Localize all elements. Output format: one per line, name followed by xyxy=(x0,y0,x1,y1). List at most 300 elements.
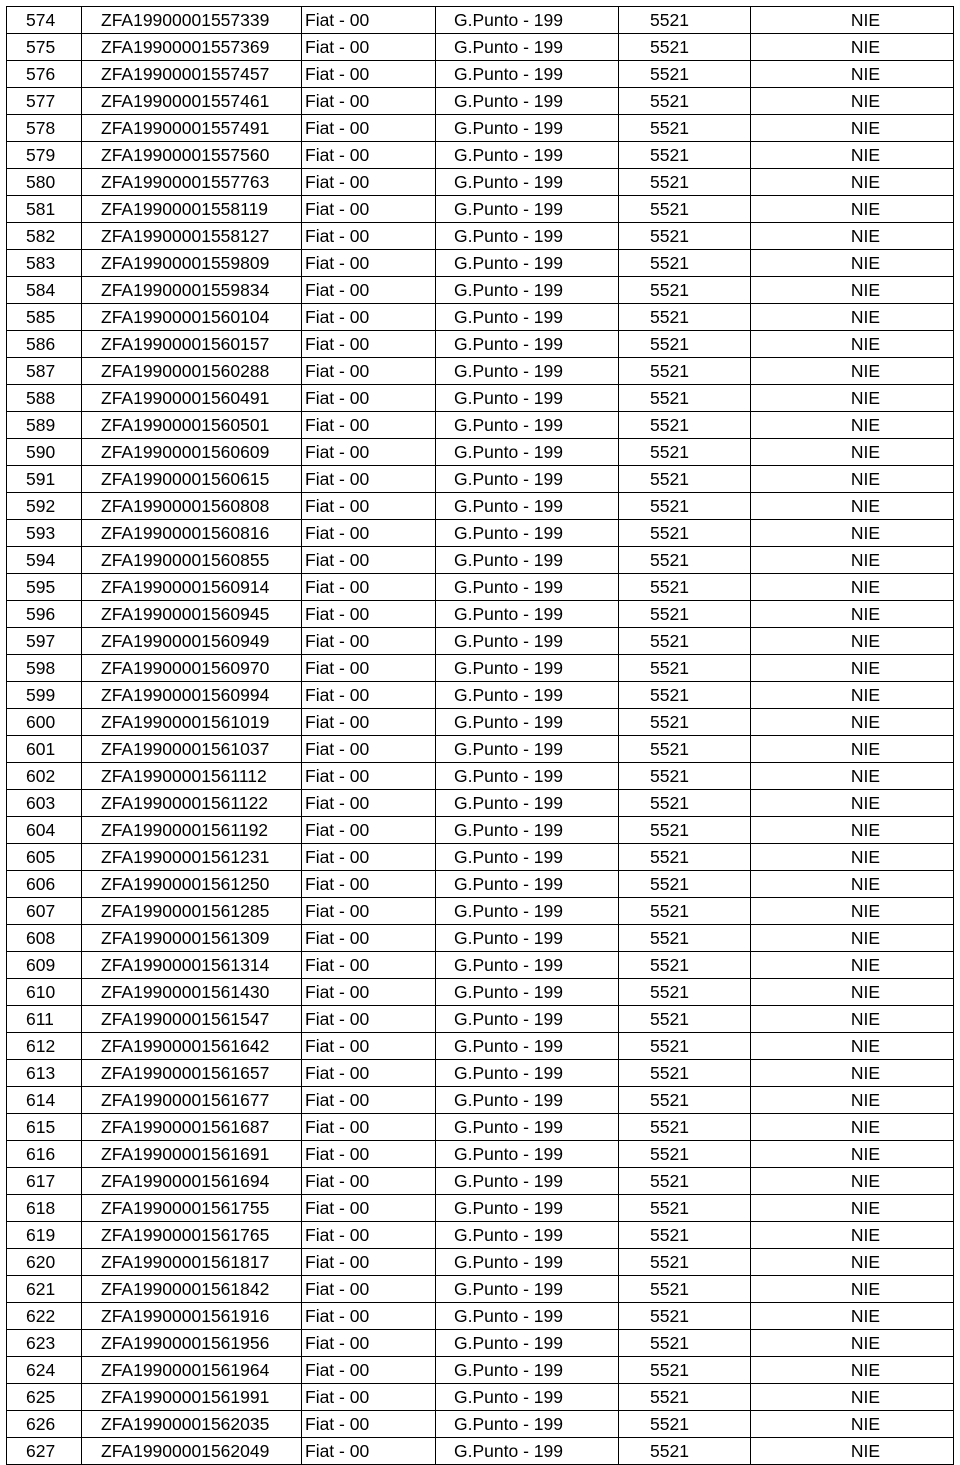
brand-cell: Fiat - 00 xyxy=(302,1114,436,1141)
code-cell: 5521 xyxy=(619,763,751,790)
brand-cell: Fiat - 00 xyxy=(302,1249,436,1276)
row-number-cell: 607 xyxy=(7,898,82,925)
flag-cell: NIE xyxy=(751,1222,954,1249)
flag-cell: NIE xyxy=(751,1195,954,1222)
vin-cell: ZFA19900001561250 xyxy=(82,871,302,898)
row-number-cell: 587 xyxy=(7,358,82,385)
code-cell: 5521 xyxy=(619,925,751,952)
model-cell: G.Punto - 199 xyxy=(436,1141,619,1168)
code-cell: 5521 xyxy=(619,1438,751,1465)
model-cell: G.Punto - 199 xyxy=(436,547,619,574)
brand-cell: Fiat - 00 xyxy=(302,115,436,142)
brand-cell: Fiat - 00 xyxy=(302,142,436,169)
table-row xyxy=(7,1357,954,1384)
brand-cell: Fiat - 00 xyxy=(302,844,436,871)
vin-cell: ZFA19900001560994 xyxy=(82,682,302,709)
code-cell: 5521 xyxy=(619,844,751,871)
flag-cell: NIE xyxy=(751,1087,954,1114)
table-row xyxy=(7,115,954,142)
brand-cell: Fiat - 00 xyxy=(302,898,436,925)
code-cell: 5521 xyxy=(619,520,751,547)
flag-cell: NIE xyxy=(751,655,954,682)
flag-cell: NIE xyxy=(751,709,954,736)
flag-cell: NIE xyxy=(751,682,954,709)
vin-cell: ZFA19900001561817 xyxy=(82,1249,302,1276)
model-cell: G.Punto - 199 xyxy=(436,61,619,88)
vin-cell: ZFA19900001560609 xyxy=(82,439,302,466)
model-cell: G.Punto - 199 xyxy=(436,736,619,763)
brand-cell: Fiat - 00 xyxy=(302,1357,436,1384)
vin-cell: ZFA19900001560970 xyxy=(82,655,302,682)
table-row xyxy=(7,7,954,34)
code-cell: 5521 xyxy=(619,1006,751,1033)
code-cell: 5521 xyxy=(619,61,751,88)
vin-cell: ZFA19900001560104 xyxy=(82,304,302,331)
vin-cell: ZFA19900001561112 xyxy=(82,763,302,790)
brand-cell: Fiat - 00 xyxy=(302,1411,436,1438)
code-cell: 5521 xyxy=(619,1303,751,1330)
model-cell: G.Punto - 199 xyxy=(436,763,619,790)
row-number-cell: 606 xyxy=(7,871,82,898)
vin-cell: ZFA19900001557457 xyxy=(82,61,302,88)
row-number-cell: 603 xyxy=(7,790,82,817)
vin-cell: ZFA19900001557339 xyxy=(82,7,302,34)
row-number-cell: 620 xyxy=(7,1249,82,1276)
brand-cell: Fiat - 00 xyxy=(302,682,436,709)
code-cell: 5521 xyxy=(619,1411,751,1438)
flag-cell: NIE xyxy=(751,439,954,466)
model-cell: G.Punto - 199 xyxy=(436,142,619,169)
model-cell: G.Punto - 199 xyxy=(436,709,619,736)
brand-cell: Fiat - 00 xyxy=(302,250,436,277)
model-cell: G.Punto - 199 xyxy=(436,1033,619,1060)
vin-cell: ZFA19900001561019 xyxy=(82,709,302,736)
model-cell: G.Punto - 199 xyxy=(436,493,619,520)
flag-cell: NIE xyxy=(751,385,954,412)
vin-cell: ZFA19900001561192 xyxy=(82,817,302,844)
row-number-cell: 624 xyxy=(7,1357,82,1384)
model-cell: G.Punto - 199 xyxy=(436,817,619,844)
table-row xyxy=(7,1330,954,1357)
model-cell: G.Punto - 199 xyxy=(436,574,619,601)
table-row xyxy=(7,709,954,736)
model-cell: G.Punto - 199 xyxy=(436,1276,619,1303)
row-number-cell: 612 xyxy=(7,1033,82,1060)
row-number-cell: 600 xyxy=(7,709,82,736)
code-cell: 5521 xyxy=(619,250,751,277)
row-number-cell: 614 xyxy=(7,1087,82,1114)
vin-cell: ZFA19900001560808 xyxy=(82,493,302,520)
code-cell: 5521 xyxy=(619,331,751,358)
model-cell: G.Punto - 199 xyxy=(436,1195,619,1222)
row-number-cell: 604 xyxy=(7,817,82,844)
table-row xyxy=(7,520,954,547)
row-number-cell: 609 xyxy=(7,952,82,979)
model-cell: G.Punto - 199 xyxy=(436,790,619,817)
flag-cell: NIE xyxy=(751,412,954,439)
table-row xyxy=(7,736,954,763)
brand-cell: Fiat - 00 xyxy=(302,88,436,115)
model-cell: G.Punto - 199 xyxy=(436,439,619,466)
code-cell: 5521 xyxy=(619,34,751,61)
code-cell: 5521 xyxy=(619,1141,751,1168)
row-number-cell: 591 xyxy=(7,466,82,493)
flag-cell: NIE xyxy=(751,871,954,898)
flag-cell: NIE xyxy=(751,1276,954,1303)
model-cell: G.Punto - 199 xyxy=(436,385,619,412)
flag-cell: NIE xyxy=(751,1033,954,1060)
brand-cell: Fiat - 00 xyxy=(302,1033,436,1060)
code-cell: 5521 xyxy=(619,736,751,763)
model-cell: G.Punto - 199 xyxy=(436,925,619,952)
row-number-cell: 585 xyxy=(7,304,82,331)
vin-cell: ZFA19900001561956 xyxy=(82,1330,302,1357)
row-number-cell: 582 xyxy=(7,223,82,250)
code-cell: 5521 xyxy=(619,1384,751,1411)
model-cell: G.Punto - 199 xyxy=(436,250,619,277)
flag-cell: NIE xyxy=(751,304,954,331)
vin-cell: ZFA19900001560615 xyxy=(82,466,302,493)
code-cell: 5521 xyxy=(619,1033,751,1060)
flag-cell: NIE xyxy=(751,358,954,385)
model-cell: G.Punto - 199 xyxy=(436,1168,619,1195)
table-row xyxy=(7,61,954,88)
code-cell: 5521 xyxy=(619,1195,751,1222)
model-cell: G.Punto - 199 xyxy=(436,1087,619,1114)
table-row xyxy=(7,412,954,439)
brand-cell: Fiat - 00 xyxy=(302,979,436,1006)
code-cell: 5521 xyxy=(619,223,751,250)
row-number-cell: 602 xyxy=(7,763,82,790)
table-row xyxy=(7,1141,954,1168)
brand-cell: Fiat - 00 xyxy=(302,358,436,385)
table-row xyxy=(7,628,954,655)
table-body xyxy=(7,7,954,1465)
model-cell: G.Punto - 199 xyxy=(436,169,619,196)
table-row xyxy=(7,1087,954,1114)
table-row xyxy=(7,304,954,331)
table-row xyxy=(7,1168,954,1195)
flag-cell: NIE xyxy=(751,196,954,223)
table-row xyxy=(7,763,954,790)
vin-cell: ZFA19900001561694 xyxy=(82,1168,302,1195)
vin-cell: ZFA19900001557491 xyxy=(82,115,302,142)
table-row xyxy=(7,1411,954,1438)
model-cell: G.Punto - 199 xyxy=(436,1249,619,1276)
vin-cell: ZFA19900001560914 xyxy=(82,574,302,601)
table-row xyxy=(7,466,954,493)
table-row xyxy=(7,817,954,844)
table-row xyxy=(7,1276,954,1303)
vin-cell: ZFA19900001561677 xyxy=(82,1087,302,1114)
table-row xyxy=(7,169,954,196)
vin-cell: ZFA19900001562049 xyxy=(82,1438,302,1465)
brand-cell: Fiat - 00 xyxy=(302,1087,436,1114)
vin-cell: ZFA19900001559834 xyxy=(82,277,302,304)
table-row xyxy=(7,1033,954,1060)
flag-cell: NIE xyxy=(751,736,954,763)
row-number-cell: 623 xyxy=(7,1330,82,1357)
brand-cell: Fiat - 00 xyxy=(302,1195,436,1222)
model-cell: G.Punto - 199 xyxy=(436,277,619,304)
brand-cell: Fiat - 00 xyxy=(302,412,436,439)
flag-cell: NIE xyxy=(751,1006,954,1033)
table-row xyxy=(7,385,954,412)
model-cell: G.Punto - 199 xyxy=(436,34,619,61)
brand-cell: Fiat - 00 xyxy=(302,1060,436,1087)
model-cell: G.Punto - 199 xyxy=(436,1438,619,1465)
flag-cell: NIE xyxy=(751,250,954,277)
flag-cell: NIE xyxy=(751,952,954,979)
vin-cell: ZFA19900001561231 xyxy=(82,844,302,871)
row-number-cell: 589 xyxy=(7,412,82,439)
flag-cell: NIE xyxy=(751,223,954,250)
brand-cell: Fiat - 00 xyxy=(302,1438,436,1465)
vin-cell: ZFA19900001561314 xyxy=(82,952,302,979)
row-number-cell: 598 xyxy=(7,655,82,682)
code-cell: 5521 xyxy=(619,412,751,439)
vin-cell: ZFA19900001561991 xyxy=(82,1384,302,1411)
vin-cell: ZFA19900001558119 xyxy=(82,196,302,223)
flag-cell: NIE xyxy=(751,574,954,601)
model-cell: G.Punto - 199 xyxy=(436,223,619,250)
row-number-cell: 613 xyxy=(7,1060,82,1087)
vin-cell: ZFA19900001561037 xyxy=(82,736,302,763)
code-cell: 5521 xyxy=(619,304,751,331)
table-row xyxy=(7,925,954,952)
code-cell: 5521 xyxy=(619,466,751,493)
brand-cell: Fiat - 00 xyxy=(302,1222,436,1249)
model-cell: G.Punto - 199 xyxy=(436,1303,619,1330)
model-cell: G.Punto - 199 xyxy=(436,628,619,655)
flag-cell: NIE xyxy=(751,547,954,574)
code-cell: 5521 xyxy=(619,1222,751,1249)
row-number-cell: 622 xyxy=(7,1303,82,1330)
table-row xyxy=(7,250,954,277)
table-row xyxy=(7,790,954,817)
table-row xyxy=(7,682,954,709)
table-row xyxy=(7,1006,954,1033)
model-cell: G.Punto - 199 xyxy=(436,1384,619,1411)
row-number-cell: 581 xyxy=(7,196,82,223)
vin-cell: ZFA19900001561657 xyxy=(82,1060,302,1087)
brand-cell: Fiat - 00 xyxy=(302,61,436,88)
flag-cell: NIE xyxy=(751,898,954,925)
vin-cell: ZFA19900001561964 xyxy=(82,1357,302,1384)
brand-cell: Fiat - 00 xyxy=(302,1303,436,1330)
brand-cell: Fiat - 00 xyxy=(302,871,436,898)
table-row xyxy=(7,358,954,385)
brand-cell: Fiat - 00 xyxy=(302,709,436,736)
code-cell: 5521 xyxy=(619,574,751,601)
brand-cell: Fiat - 00 xyxy=(302,196,436,223)
table-row xyxy=(7,34,954,61)
code-cell: 5521 xyxy=(619,358,751,385)
brand-cell: Fiat - 00 xyxy=(302,304,436,331)
flag-cell: NIE xyxy=(751,1384,954,1411)
table-row xyxy=(7,1060,954,1087)
model-cell: G.Punto - 199 xyxy=(436,979,619,1006)
row-number-cell: 584 xyxy=(7,277,82,304)
vin-cell: ZFA19900001560945 xyxy=(82,601,302,628)
vin-cell: ZFA19900001561916 xyxy=(82,1303,302,1330)
table-row xyxy=(7,88,954,115)
model-cell: G.Punto - 199 xyxy=(436,412,619,439)
model-cell: G.Punto - 199 xyxy=(436,898,619,925)
brand-cell: Fiat - 00 xyxy=(302,1276,436,1303)
vin-cell: ZFA19900001557763 xyxy=(82,169,302,196)
code-cell: 5521 xyxy=(619,547,751,574)
flag-cell: NIE xyxy=(751,277,954,304)
vin-cell: ZFA19900001561285 xyxy=(82,898,302,925)
code-cell: 5521 xyxy=(619,7,751,34)
vin-cell: ZFA19900001557461 xyxy=(82,88,302,115)
brand-cell: Fiat - 00 xyxy=(302,223,436,250)
model-cell: G.Punto - 199 xyxy=(436,88,619,115)
code-cell: 5521 xyxy=(619,115,751,142)
table-row xyxy=(7,277,954,304)
vin-cell: ZFA19900001560288 xyxy=(82,358,302,385)
flag-cell: NIE xyxy=(751,1411,954,1438)
table-row xyxy=(7,196,954,223)
table-row xyxy=(7,1195,954,1222)
model-cell: G.Punto - 199 xyxy=(436,844,619,871)
vin-cell: ZFA19900001557369 xyxy=(82,34,302,61)
table-row xyxy=(7,1384,954,1411)
flag-cell: NIE xyxy=(751,34,954,61)
row-number-cell: 621 xyxy=(7,1276,82,1303)
model-cell: G.Punto - 199 xyxy=(436,304,619,331)
brand-cell: Fiat - 00 xyxy=(302,1168,436,1195)
model-cell: G.Punto - 199 xyxy=(436,115,619,142)
row-number-cell: 594 xyxy=(7,547,82,574)
flag-cell: NIE xyxy=(751,1303,954,1330)
vin-cell: ZFA19900001561691 xyxy=(82,1141,302,1168)
vin-cell: ZFA19900001561547 xyxy=(82,1006,302,1033)
table-row xyxy=(7,1438,954,1465)
model-cell: G.Punto - 199 xyxy=(436,601,619,628)
model-cell: G.Punto - 199 xyxy=(436,520,619,547)
table-row xyxy=(7,493,954,520)
vehicle-records-table xyxy=(6,6,954,1465)
row-number-cell: 586 xyxy=(7,331,82,358)
table-row xyxy=(7,871,954,898)
vin-cell: ZFA19900001561687 xyxy=(82,1114,302,1141)
vin-cell: ZFA19900001560855 xyxy=(82,547,302,574)
flag-cell: NIE xyxy=(751,1249,954,1276)
code-cell: 5521 xyxy=(619,277,751,304)
row-number-cell: 611 xyxy=(7,1006,82,1033)
flag-cell: NIE xyxy=(751,1330,954,1357)
table-row xyxy=(7,979,954,1006)
row-number-cell: 588 xyxy=(7,385,82,412)
brand-cell: Fiat - 00 xyxy=(302,34,436,61)
row-number-cell: 597 xyxy=(7,628,82,655)
brand-cell: Fiat - 00 xyxy=(302,277,436,304)
table-row xyxy=(7,223,954,250)
flag-cell: NIE xyxy=(751,520,954,547)
flag-cell: NIE xyxy=(751,1357,954,1384)
code-cell: 5521 xyxy=(619,601,751,628)
vin-cell: ZFA19900001561309 xyxy=(82,925,302,952)
row-number-cell: 617 xyxy=(7,1168,82,1195)
brand-cell: Fiat - 00 xyxy=(302,520,436,547)
code-cell: 5521 xyxy=(619,439,751,466)
table-row xyxy=(7,898,954,925)
flag-cell: NIE xyxy=(751,817,954,844)
code-cell: 5521 xyxy=(619,898,751,925)
brand-cell: Fiat - 00 xyxy=(302,925,436,952)
table-row xyxy=(7,1249,954,1276)
brand-cell: Fiat - 00 xyxy=(302,817,436,844)
table-row xyxy=(7,952,954,979)
code-cell: 5521 xyxy=(619,1060,751,1087)
flag-cell: NIE xyxy=(751,763,954,790)
flag-cell: NIE xyxy=(751,61,954,88)
brand-cell: Fiat - 00 xyxy=(302,7,436,34)
code-cell: 5521 xyxy=(619,142,751,169)
brand-cell: Fiat - 00 xyxy=(302,439,436,466)
row-number-cell: 574 xyxy=(7,7,82,34)
flag-cell: NIE xyxy=(751,88,954,115)
code-cell: 5521 xyxy=(619,1114,751,1141)
vin-cell: ZFA19900001560491 xyxy=(82,385,302,412)
code-cell: 5521 xyxy=(619,952,751,979)
code-cell: 5521 xyxy=(619,655,751,682)
brand-cell: Fiat - 00 xyxy=(302,628,436,655)
table-row xyxy=(7,1303,954,1330)
brand-cell: Fiat - 00 xyxy=(302,574,436,601)
brand-cell: Fiat - 00 xyxy=(302,1330,436,1357)
brand-cell: Fiat - 00 xyxy=(302,1006,436,1033)
row-number-cell: 616 xyxy=(7,1141,82,1168)
brand-cell: Fiat - 00 xyxy=(302,790,436,817)
code-cell: 5521 xyxy=(619,1087,751,1114)
model-cell: G.Punto - 199 xyxy=(436,1411,619,1438)
row-number-cell: 595 xyxy=(7,574,82,601)
brand-cell: Fiat - 00 xyxy=(302,1141,436,1168)
vin-cell: ZFA19900001560949 xyxy=(82,628,302,655)
code-cell: 5521 xyxy=(619,88,751,115)
row-number-cell: 577 xyxy=(7,88,82,115)
brand-cell: Fiat - 00 xyxy=(302,331,436,358)
code-cell: 5521 xyxy=(619,196,751,223)
row-number-cell: 580 xyxy=(7,169,82,196)
flag-cell: NIE xyxy=(751,979,954,1006)
brand-cell: Fiat - 00 xyxy=(302,385,436,412)
table-row xyxy=(7,574,954,601)
flag-cell: NIE xyxy=(751,790,954,817)
code-cell: 5521 xyxy=(619,1276,751,1303)
brand-cell: Fiat - 00 xyxy=(302,466,436,493)
table-row xyxy=(7,1222,954,1249)
flag-cell: NIE xyxy=(751,115,954,142)
flag-cell: NIE xyxy=(751,466,954,493)
flag-cell: NIE xyxy=(751,925,954,952)
vin-cell: ZFA19900001559809 xyxy=(82,250,302,277)
vin-cell: ZFA19900001561430 xyxy=(82,979,302,1006)
flag-cell: NIE xyxy=(751,7,954,34)
model-cell: G.Punto - 199 xyxy=(436,1330,619,1357)
model-cell: G.Punto - 199 xyxy=(436,1114,619,1141)
table-row xyxy=(7,844,954,871)
flag-cell: NIE xyxy=(751,331,954,358)
code-cell: 5521 xyxy=(619,1357,751,1384)
vin-cell: ZFA19900001557560 xyxy=(82,142,302,169)
brand-cell: Fiat - 00 xyxy=(302,736,436,763)
vin-cell: ZFA19900001558127 xyxy=(82,223,302,250)
model-cell: G.Punto - 199 xyxy=(436,871,619,898)
